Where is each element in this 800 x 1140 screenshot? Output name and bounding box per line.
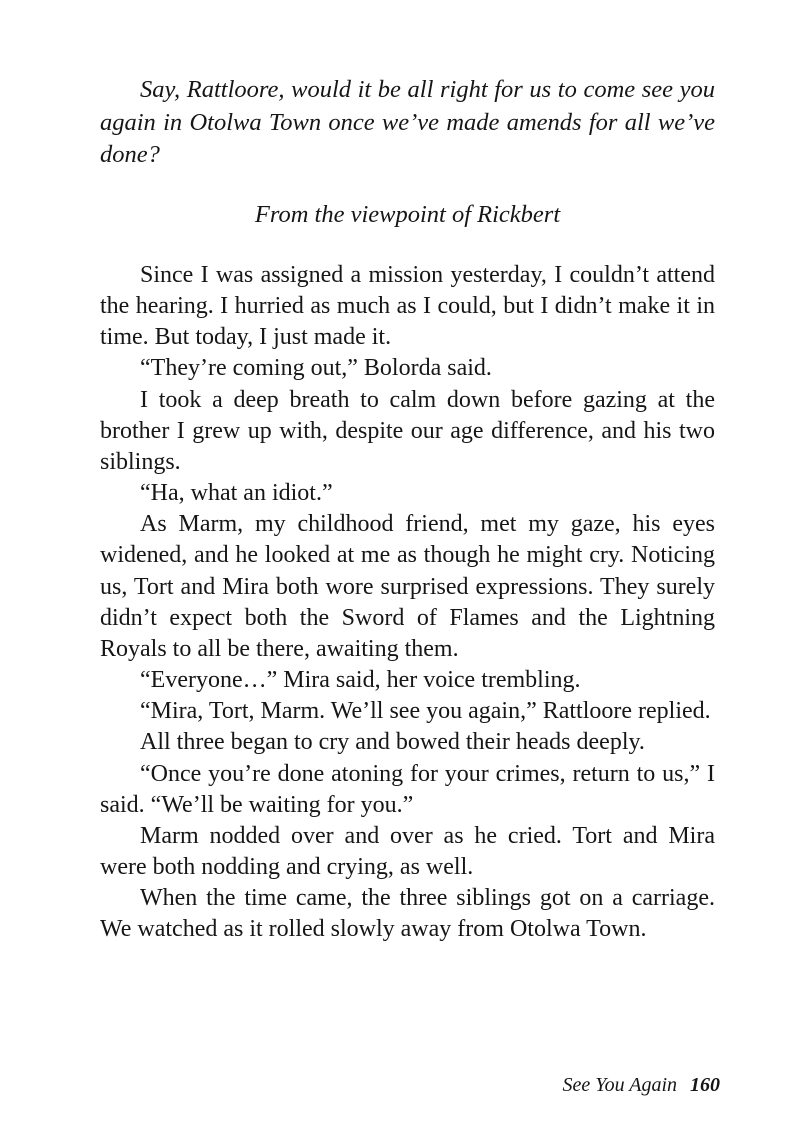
paragraph: “Everyone…” Mira said, her voice trembling. bbox=[140, 667, 581, 694]
section-heading: From the viewpoint of Rickbert bbox=[254, 200, 561, 228]
paragraph: “They’re coming out,” Bolorda said. bbox=[140, 355, 492, 382]
opening-quote: Say, Rattloore, would it be all right for us to come see you again in Otolwa Town once we’ve made amends for all we’ve done? bbox=[100, 76, 715, 168]
paragraph: All three began to cry and bowed their heads deeply. bbox=[140, 729, 645, 756]
paragraph: I took a deep breath to calm down before gazing at the brother I grew up with, despite our age difference, and his two siblings. bbox=[100, 386, 715, 475]
paragraph: “Mira, Tort, Marm. We’ll see you again,” Rattloore replied. bbox=[140, 698, 711, 725]
page-footer bbox=[563, 1072, 720, 1098]
paragraph: Marm nodded over and over as he cried. Tort and Mira were both nodding and crying, as well. bbox=[100, 822, 715, 880]
paragraph: As Marm, my childhood friend, met my gaze, his eyes widened, and he looked at me as though he might cry. Noticing us, Tort and Mira both wore surprised expressions. They surely didn’t expect both the Sword of Flames and the Lightning Royals to all be there, awaiting them. bbox=[100, 511, 715, 662]
page-number: 160 bbox=[690, 1074, 720, 1096]
running-title: See You Again bbox=[562, 1074, 677, 1096]
page-content bbox=[100, 74, 715, 945]
paragraph: “Once you’re done atoning for your crimes, return to us,” I said. “We’ll be waiting for you.” bbox=[100, 760, 715, 818]
paragraph: When the time came, the three siblings got on a carriage. We watched as it rolled slowly away from Otolwa Town. bbox=[100, 885, 715, 943]
paragraph: Since I was assigned a mission yesterday, I couldn’t attend the hearing. I hurried as much as I could, but I didn’t make it in time. But today, I just made it. bbox=[100, 262, 715, 351]
body-text bbox=[100, 260, 715, 945]
paragraph: “Ha, what an idiot.” bbox=[140, 480, 333, 507]
